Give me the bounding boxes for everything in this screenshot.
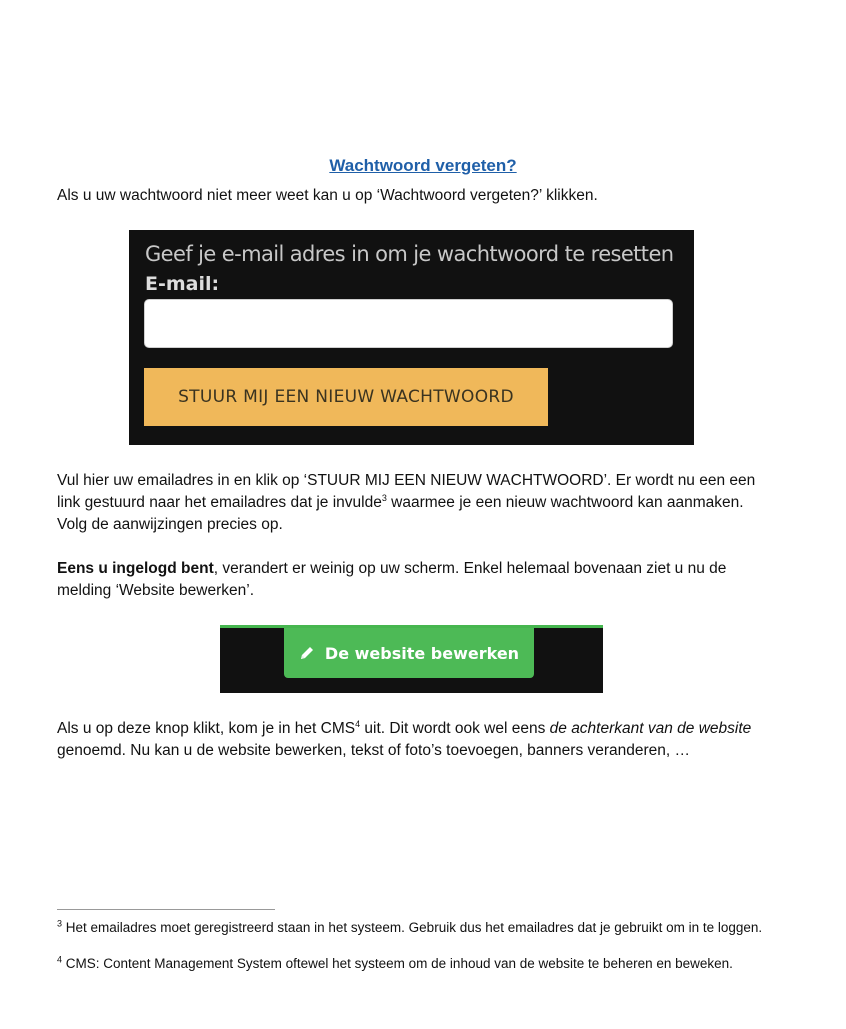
send-new-password-button[interactable]: STUUR MIJ EEN NIEUW WACHTWOORD bbox=[144, 368, 548, 426]
footnote-number: 3 bbox=[57, 918, 63, 929]
intro-paragraph: Als u uw wachtwoord niet meer weet kan u op ‘Wachtwoord vergeten?’ klikken. bbox=[57, 187, 598, 204]
edit-website-label: De website bewerken bbox=[324, 643, 520, 663]
reset-prompt: Geef je e-mail adres in om je wachtwoord te resetten bbox=[145, 242, 674, 266]
cms-text: Als u op deze knop klikt, kom je in het CMS bbox=[57, 720, 356, 737]
footnote-number: 4 bbox=[57, 954, 63, 965]
email-field[interactable] bbox=[144, 299, 673, 348]
edit-bar-screenshot bbox=[220, 625, 603, 693]
email-label: E-mail: bbox=[145, 273, 220, 295]
reset-form-screenshot bbox=[129, 230, 694, 445]
footnote-ref-3: 3 bbox=[381, 492, 387, 503]
footnote-divider bbox=[57, 909, 275, 910]
email-instructions-paragraph bbox=[57, 470, 757, 536]
page-title: Wachtwoord vergeten? bbox=[329, 156, 517, 175]
cms-italic-text: de achterkant van de website bbox=[549, 720, 752, 737]
pencil-icon bbox=[299, 645, 315, 661]
cms-text-middle: uit. Dit wordt ook wel eens bbox=[360, 720, 550, 737]
login-bold-text: Eens u ingelogd bent bbox=[57, 560, 214, 577]
cms-text-end: genoemd. Nu kan u de website bewerken, tekst of foto’s toevoegen, banners veranderen, … bbox=[57, 742, 691, 759]
login-paragraph bbox=[57, 558, 757, 602]
footnote-4 bbox=[57, 955, 777, 973]
footnote-3 bbox=[57, 919, 777, 937]
login-text: , verandert er weinig op uw scherm. Enkel helemaal bovenaan ziet u nu de melding ‘Website bewerken’. bbox=[57, 560, 727, 599]
cms-paragraph bbox=[57, 718, 757, 762]
footnote-ref-4: 4 bbox=[355, 718, 361, 729]
email-instructions-text: Vul hier uw emailadres in en klik op ‘STUUR MIJ EEN NIEUW WACHTWOORD’. Er wordt nu een een link gestuurd naar het emailadres dat je invulde bbox=[57, 472, 756, 511]
edit-website-button[interactable] bbox=[284, 628, 534, 678]
footnote-text: Het emailadres moet geregistreerd staan in het systeem. Gebruik dus het emailadres dat je gebruikt om in te loggen. bbox=[62, 920, 763, 935]
email-instructions-text-cont: waarmee je een nieuw wachtwoord kan aanmaken. Volg de aanwijzingen precies op. bbox=[57, 494, 744, 533]
footnote-text: CMS: Content Management System oftewel het systeem om de inhoud van de website te beheren en beweken. bbox=[62, 956, 733, 971]
